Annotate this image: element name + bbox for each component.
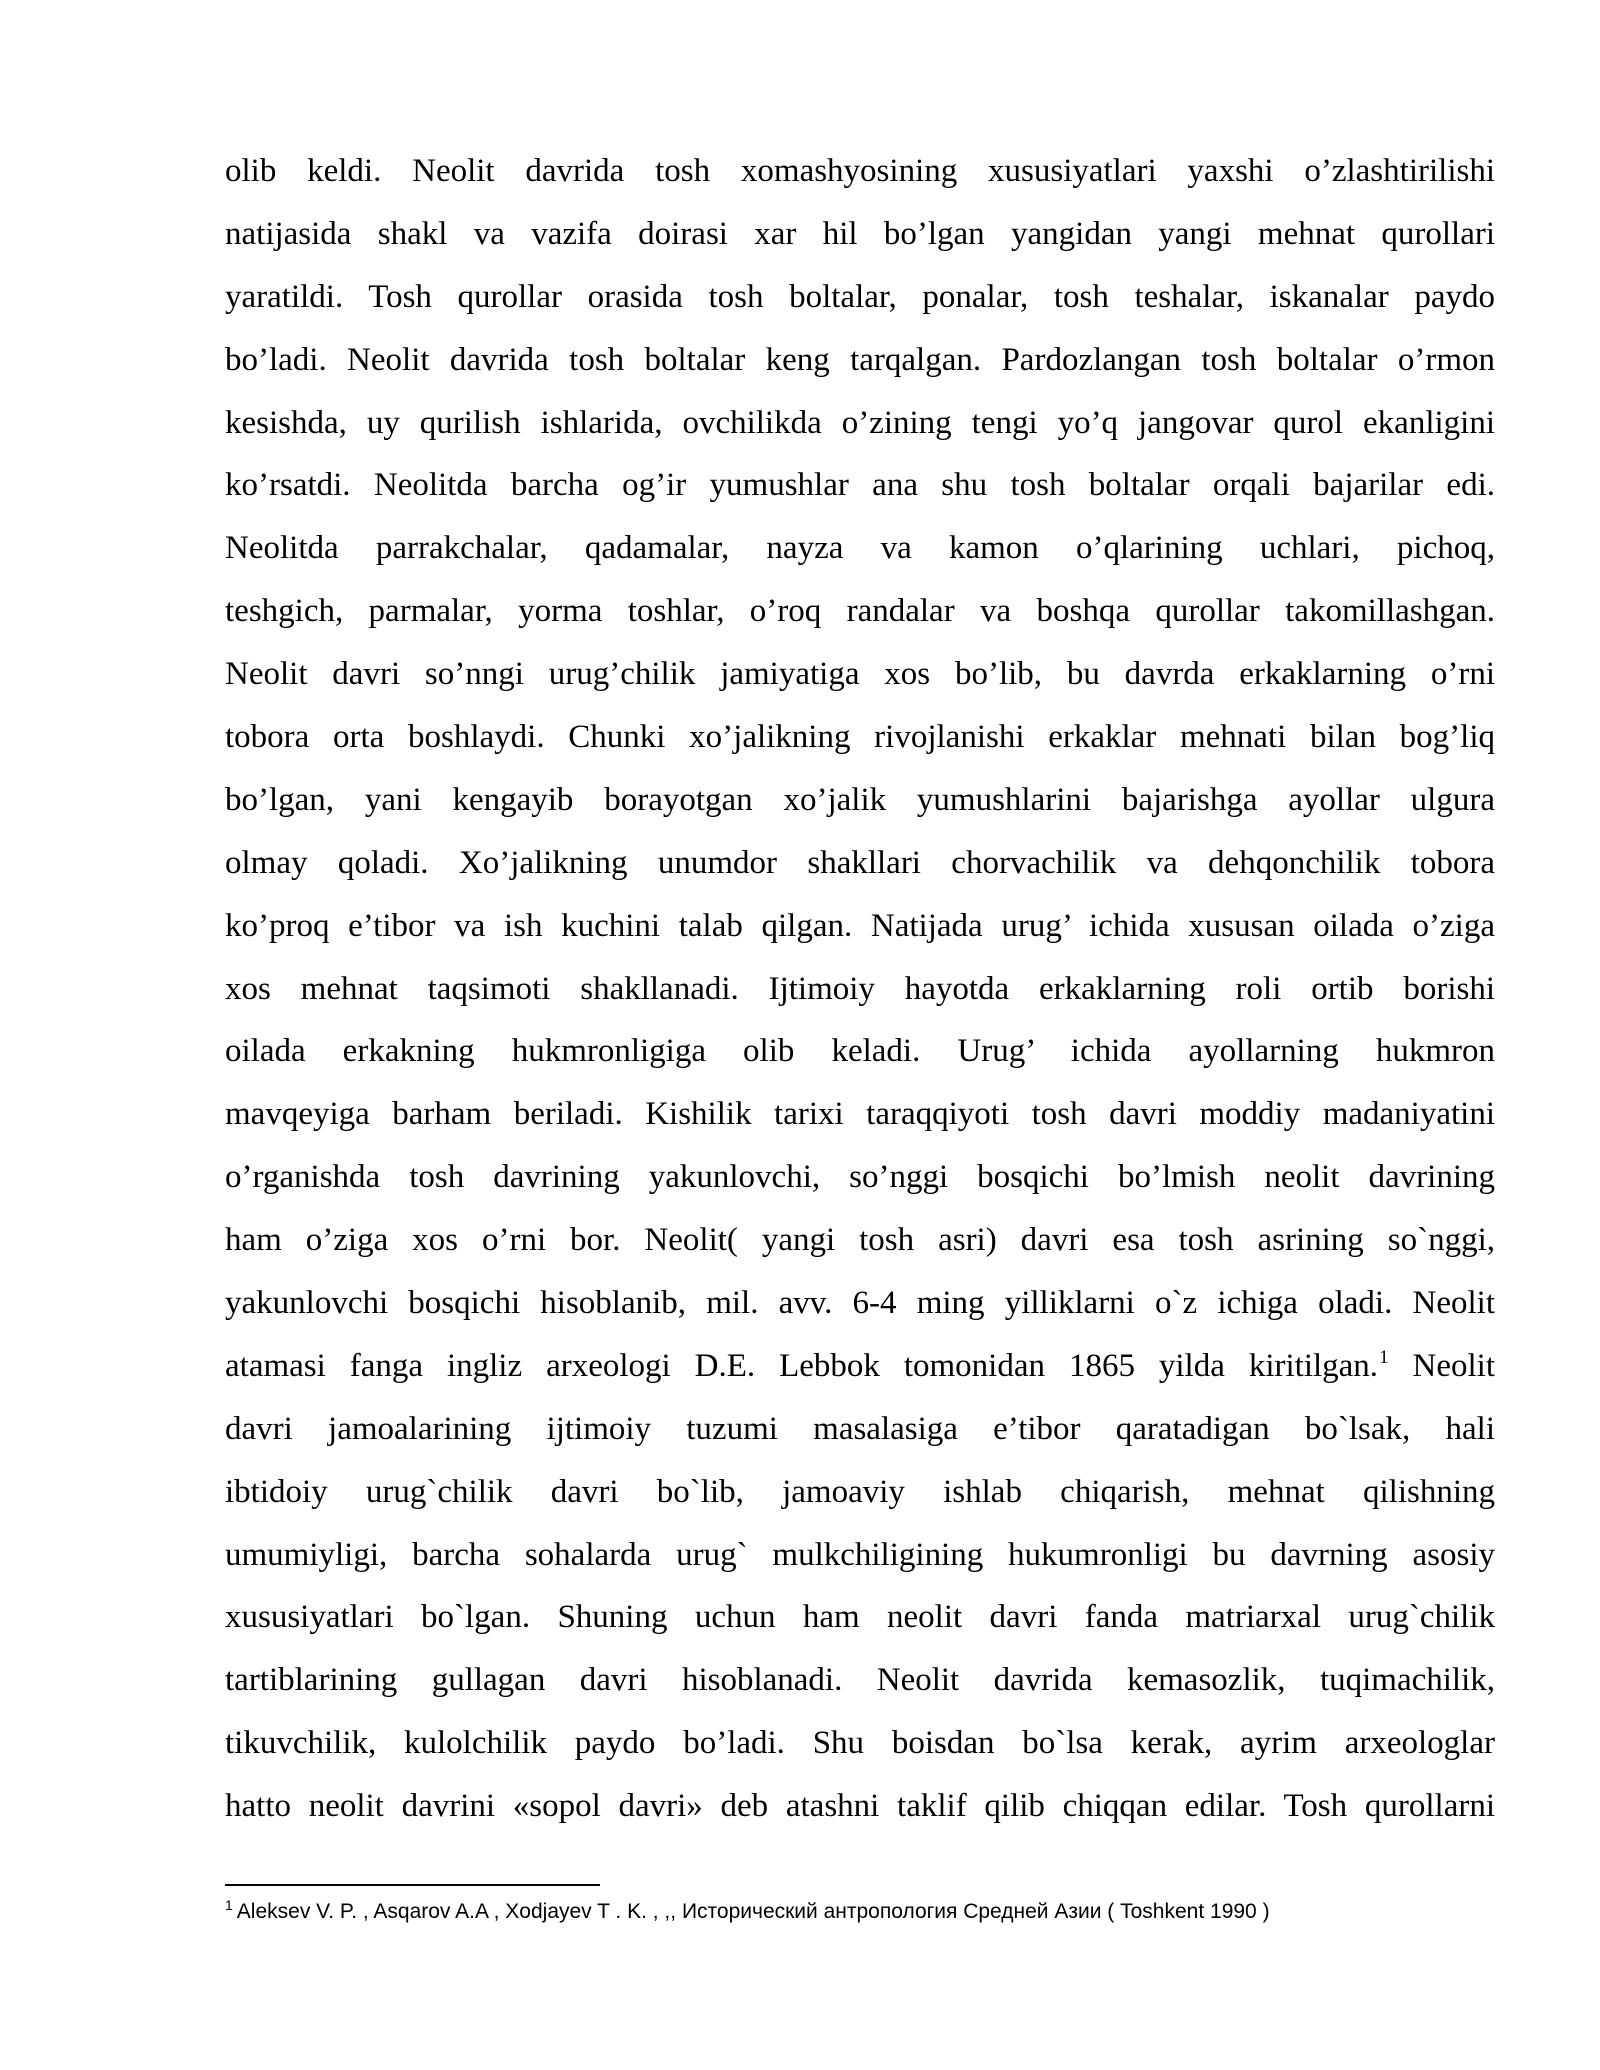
text-line: Neolit davri so’nngi urug’chilik jamiyatiga xos bo’lib, bu davrda erkaklarning o’rni — [225, 656, 1495, 693]
text-line: mavqeyiga barham beriladi. Kishilik tarixi taraqqiyoti tosh davri moddiy madaniyatini — [225, 1096, 1495, 1133]
text-line: teshgich, parmalar, yorma toshlar, o’roq randalar va boshqa qurollar takomillashgan. — [225, 593, 1495, 630]
text-line: ham o’ziga xos o’rni bor. Neolit( yangi tosh asri) davri esa tosh asrining so`nggi, — [225, 1222, 1495, 1259]
text-line: yaratildi. Tosh qurollar orasida tosh boltalar, ponalar, tosh teshalar, iskanalar paydo — [225, 278, 1495, 315]
text-line: xos mehnat taqsimoti shakllanadi. Ijtimoiy hayotda erkaklarning roli ortib borishi — [225, 970, 1495, 1007]
text-line: tartiblarining gullagan davri hisoblanadi. Neolit davrida kemasozlik, tuqimachilik, — [225, 1662, 1495, 1699]
text-line: tikuvchilik, kulolchilik paydo bo’ladi. Shu boisdan bo`lsa kerak, ayrim arxeologlar — [225, 1725, 1495, 1762]
footnote-reference[interactable]: 1 — [1379, 1346, 1389, 1368]
text-segment: atamasi fanga ingliz arxeologi D.E. Lebbok tomonidan 1865 yilda kiritilgan. — [225, 1347, 1379, 1384]
text-line: hatto neolit davrini «sopol davri» deb atashni taklif qilib chiqqan edilar. Tosh qurollarni — [225, 1788, 1495, 1825]
text-line: Neolitda parrakchalar, qadamalar, nayza va kamon o’qlarining uchlari, pichoq, — [225, 530, 1495, 567]
text-line: umumiyligi, barcha sohalarda urug` mulkchiligining hukumronligi bu davrning asosiy — [225, 1536, 1495, 1573]
text-line: ko’proq e’tibor va ish kuchini talab qilgan. Natijada urug’ ichida xususan oilada o’ziga — [225, 907, 1495, 944]
text-line: yakunlovchi bosqichi hisoblanib, mil. avv. 6-4 ming yilliklarni o`z ichiga oladi. Neolit — [225, 1285, 1495, 1322]
text-line: bo’ladi. Neolit davrida tosh boltalar keng tarqalgan. Pardozlangan tosh boltalar o’rmon — [225, 341, 1495, 378]
body-text — [225, 140, 1495, 1838]
text-line: xususiyatlari bo`lgan. Shuning uchun ham neolit davri fanda matriarxal urug`chilik — [225, 1599, 1495, 1636]
footnote-text: Aleksev V. P. , Asqarov A.A , Xodjayev T . K. , ,, Исторический антропология Средней Азии ( Toshkent 1990 ) — [236, 1900, 1270, 1923]
text-segment: Neolit — [1388, 1347, 1495, 1384]
text-line: oilada erkakning hukmronligiga olib keladi. Urug’ ichida ayollarning hukmron — [225, 1033, 1495, 1070]
footnote-separator — [225, 1884, 600, 1886]
text-line: bo’lgan, yani kengayib borayotgan xo’jalik yumushlarini bajarishga ayollar ulgura — [225, 781, 1495, 818]
footnote — [225, 1896, 1495, 1929]
text-line: davri jamoalarining ijtimoiy tuzumi masalasiga e’tibor qaratadigan bo`lsak, hali — [225, 1410, 1495, 1447]
text-line: tobora orta boshlaydi. Chunki xo’jalikning rivojlanishi erkaklar mehnati bilan bog’liq — [225, 719, 1495, 756]
text-line: natijasida shakl va vazifa doirasi xar hil bo’lgan yangidan yangi mehnat qurollari — [225, 215, 1495, 252]
text-line: ibtidoiy urug`chilik davri bo`lib, jamoaviy ishlab chiqarish, mehnat qilishning — [225, 1473, 1495, 1510]
text-line: o’rganishda tosh davrining yakunlovchi, so’nggi bosqichi bo’lmish neolit davrining — [225, 1159, 1495, 1196]
text-line-with-footnote-ref — [225, 1335, 1495, 1398]
text-line: ko’rsatdi. Neolitda barcha og’ir yumushlar ana shu tosh boltalar orqali bajarilar edi. — [225, 467, 1495, 504]
text-line: olmay qoladi. Xo’jalikning unumdor shakllari chorvachilik va dehqonchilik tobora — [225, 844, 1495, 881]
footnote-marker: 1 — [225, 1897, 233, 1913]
text-line: kesishda, uy qurilish ishlarida, ovchilikda o’zining tengi yo’q jangovar qurol ekanligini — [225, 404, 1495, 441]
text-line: olib keldi. Neolit davrida tosh xomashyosining xususiyatlari yaxshi o’zlashtirilishi — [225, 153, 1495, 189]
